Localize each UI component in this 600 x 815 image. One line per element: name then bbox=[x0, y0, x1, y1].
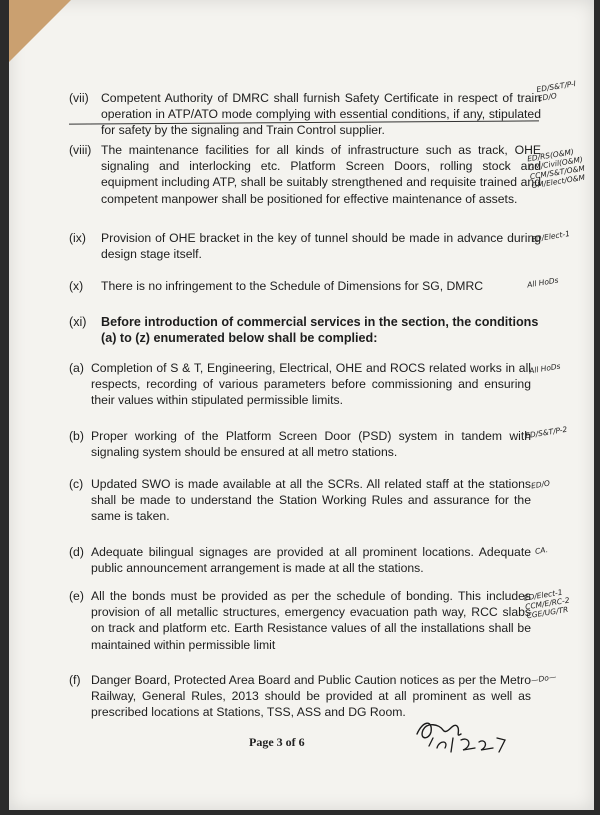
page-number: Page 3 of 6 bbox=[249, 735, 305, 749]
clause-number: (a) bbox=[69, 361, 84, 375]
handwritten-note: CA. bbox=[534, 545, 549, 556]
clause-text: Proper working of the Platform Screen Door (PSD) system in tandem with signaling system should be ensured at all metro stations. bbox=[91, 429, 531, 460]
clause-text: Danger Board, Protected Area Board and Public Caution notices as per the Metro Railway, General Rules, 2013 should be provided at all prominent as well as prescribed locations at Stations, TSS, ASS and DG Room. bbox=[91, 673, 531, 720]
clause-text: There is no infringement to the Schedule of Dimensions for SG, DMRC bbox=[101, 279, 484, 293]
handwritten-note: ED/S&T/P-2 bbox=[524, 424, 568, 441]
clause-text: Adequate bilingual signages are provided at all prominent locations. Adequate public announcement arrangement is made at all the stations. bbox=[91, 545, 531, 576]
clause-number: (viii) bbox=[69, 143, 92, 157]
clause-number: (xi) bbox=[69, 315, 87, 329]
handwritten-signature bbox=[409, 712, 519, 762]
clause-text: The maintenance facilities for all kinds of infrastructure such as track, OHE signaling and interlocking etc. Platform Screen Doors, rolling stock and equipment including ATP, shall be suitably strengthened and requisite trained and competent manpower shall be positioned for effective maintenance of assets. bbox=[101, 143, 541, 206]
handwritten-note: —Do— bbox=[530, 672, 557, 685]
clause-number: (ix) bbox=[69, 231, 86, 245]
clause-text: Before introduction of commercial services in the section, the conditions (a) to (z) enumerated below shall be complied: bbox=[101, 315, 539, 346]
handwritten-note: All HoDs bbox=[526, 275, 560, 290]
clause-number: (f) bbox=[69, 673, 81, 687]
handwritten-note: ED/S&T/P-I ED/O bbox=[535, 78, 577, 104]
clause-text: All the bonds must be provided as per the schedule of bonding. This includes provision of all metallic structures, emergency evacuation path way, RCC slabs on track and platform etc. Earth Resistance values of all the installations shall be maintained within permissible limit bbox=[91, 589, 531, 652]
handwritten-note: All HoDs bbox=[528, 361, 562, 376]
handwritten-note: ED/Elect-1 CCM/E/RC-2 CGE/UG/TR bbox=[523, 587, 571, 621]
clause-number: (b) bbox=[69, 429, 84, 443]
clause-text: Completion of S & T, Engineering, Electrical, OHE and ROCS related works in all respects, recording of various parameters before commissioning and ensuring their values within stipulated permissible limits. bbox=[91, 361, 531, 408]
clause-number: (e) bbox=[69, 589, 84, 603]
clause-number: (d) bbox=[69, 545, 84, 559]
page-fold-corner bbox=[9, 0, 71, 62]
clause-text: Updated SWO is made available at all the SCRs. All related staff at the stations shall be made to understand the Station Working Rules and assurance for the same is taken. bbox=[91, 477, 531, 524]
handwritten-note: ED/RS(O&M) GM/Civil(O&M) CCM/S&T/O&M GM/Elect/O&M bbox=[526, 147, 586, 191]
clause-number: (c) bbox=[69, 477, 84, 491]
handwritten-note: ED/Elect-1 bbox=[530, 229, 571, 244]
clause-number: (x) bbox=[69, 279, 84, 293]
clause-text: Provision of OHE bracket in the key of tunnel should be made in advance during design stage itself. bbox=[101, 231, 541, 262]
clause-text: Competent Authority of DMRC shall furnish Safety Certificate in respect of train operation in ATP/ATO mode complying with essential conditions, if any, stipulated for safety by the signaling and Train Control supplier. bbox=[101, 91, 541, 138]
document-page bbox=[9, 0, 594, 810]
handwritten-note: ED/O bbox=[530, 478, 551, 491]
clause-number: (vii) bbox=[69, 91, 89, 105]
